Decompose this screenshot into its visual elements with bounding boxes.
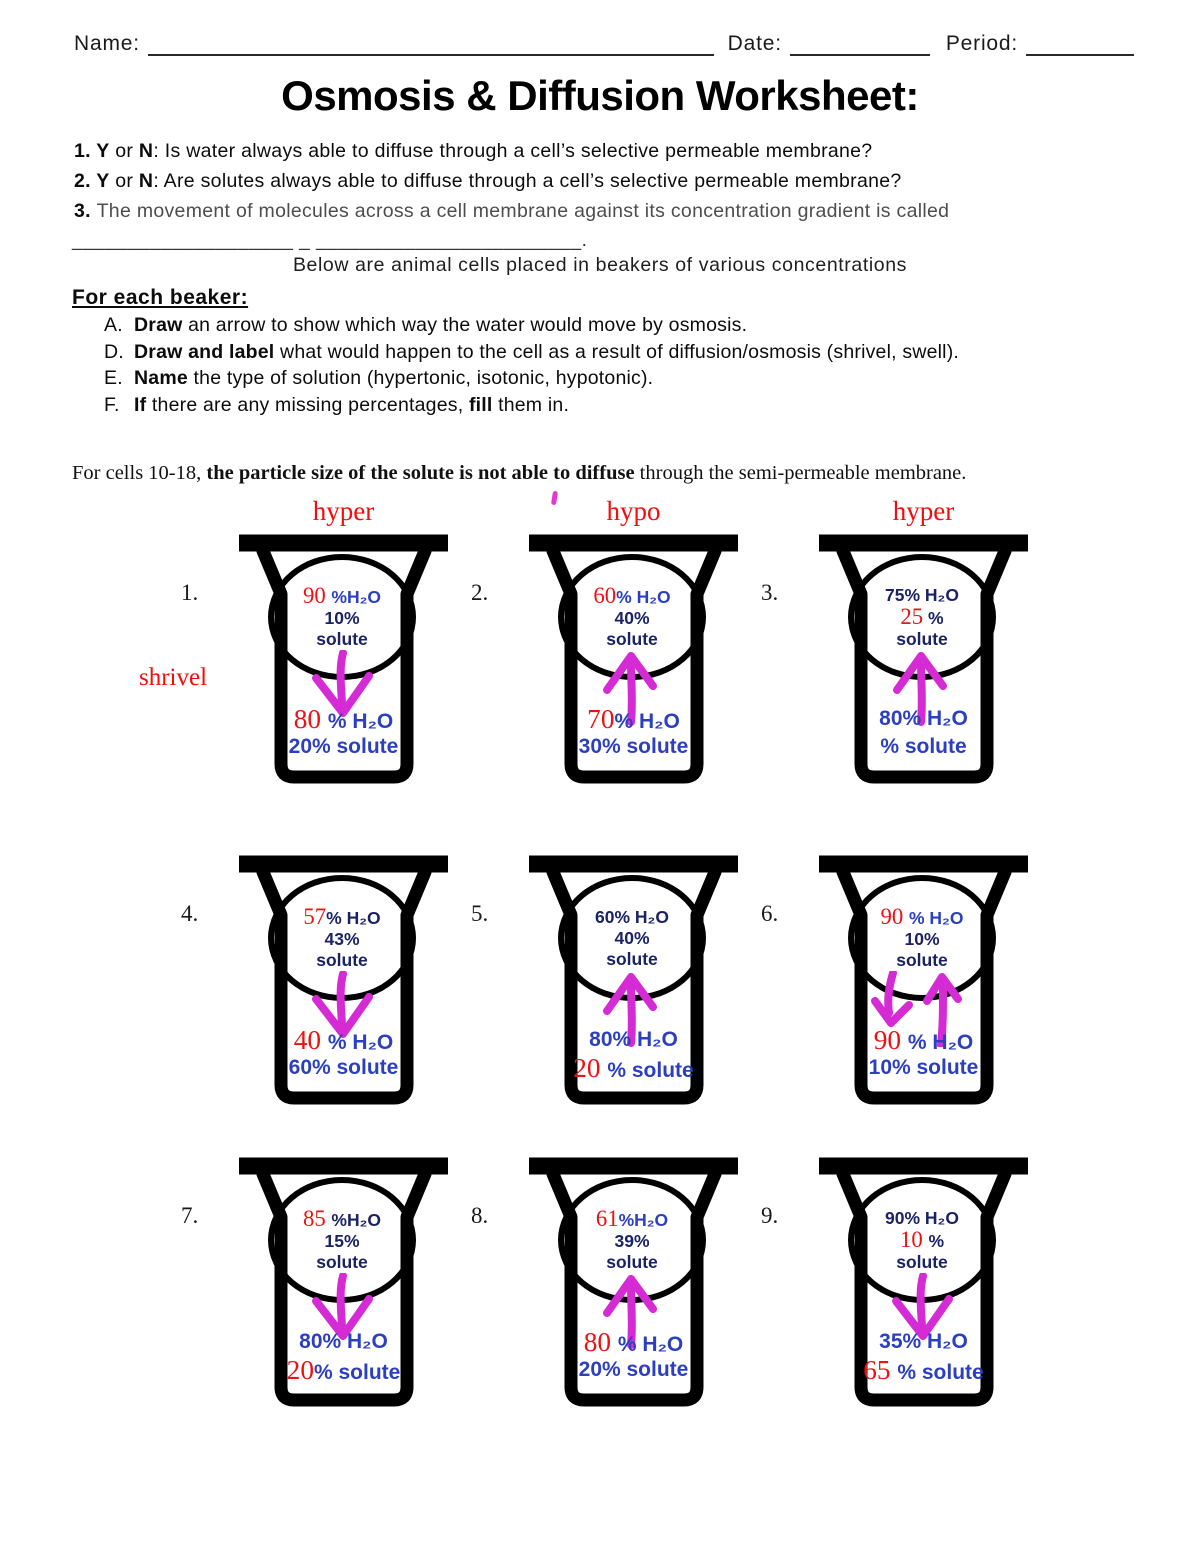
beaker: [761, 855, 1030, 1110]
intro-text: Below are animal cells placed in beakers of various concentrations: [292, 254, 908, 276]
text-segment: 80: [293, 704, 328, 734]
cell-line: [896, 1252, 948, 1273]
beaker-number: 8.: [471, 1203, 489, 1228]
cell-line: [900, 603, 944, 629]
text-segment: 1. Y: [74, 140, 110, 162]
text-segment: 39%: [614, 1230, 650, 1251]
text-segment: what would happen to the cell as a result of diffusion/osmosis (shrivel, swell).: [274, 340, 960, 363]
text-segment: Draw and label: [134, 340, 275, 363]
text-segment: 80% H₂O: [299, 1330, 388, 1353]
text-segment: % H₂O: [616, 586, 671, 607]
instruction-item-f: [104, 392, 1200, 419]
beaker-number: 4.: [181, 901, 199, 926]
text-segment: the type of solution (hypertonic, isotonic, hypotonic).: [187, 367, 654, 389]
date-blank-line: [790, 30, 930, 56]
item-letter: F.: [104, 393, 120, 416]
text-segment: 80% H₂O: [589, 1028, 678, 1051]
text-segment: 85: [302, 1205, 332, 1231]
text-segment: 10: [900, 1226, 929, 1252]
cell-line: [900, 1226, 944, 1252]
text-segment: solute: [316, 628, 368, 649]
text-segment: solute: [896, 949, 948, 970]
cell-line: [302, 582, 382, 608]
text-segment: 75% H₂O: [885, 584, 959, 605]
cell-line: [324, 1231, 359, 1252]
text-segment: solute: [316, 1251, 368, 1272]
tonicity-label: hyper: [312, 496, 375, 526]
cells-10-18-note: [72, 462, 1200, 485]
beaker: [471, 1157, 740, 1412]
text-segment: 90: [302, 582, 332, 608]
solution-line: [237, 1027, 450, 1056]
text-segment: them in.: [492, 393, 570, 416]
cell-line: [316, 1252, 368, 1273]
text-segment: : Is water always able to diffuse through a cell’s selective permeable membrane?: [153, 140, 873, 162]
cell-line: [606, 1252, 658, 1273]
name-blank-line: [148, 30, 714, 56]
solution-line: [817, 1027, 1030, 1056]
text-segment: % H₂O: [327, 1031, 394, 1054]
cell-line: [614, 928, 649, 949]
cell-change-label: shrivel: [139, 664, 208, 691]
cell-line: [595, 907, 669, 928]
solution-line: [527, 1055, 740, 1084]
text-segment: 20: [573, 1053, 608, 1083]
cell-line: [885, 585, 959, 606]
text-segment: 20% solute: [288, 735, 399, 758]
beaker-number: 7.: [181, 1203, 199, 1228]
text-segment: through the semi-permeable membrane.: [634, 462, 967, 484]
text-segment: Name: [134, 367, 188, 389]
cell-line: [904, 929, 939, 950]
cell-line: [302, 1205, 382, 1231]
date-label: Date:: [727, 32, 782, 55]
period-label: Period:: [945, 32, 1018, 55]
text-segment: solute: [316, 949, 368, 970]
solution-line: [237, 1329, 450, 1355]
beaker: [761, 1157, 1030, 1412]
item-letter: A.: [104, 314, 123, 336]
text-segment: %: [923, 607, 944, 628]
text-segment: % H₂O: [907, 1031, 974, 1054]
solution-line: [817, 1357, 1030, 1386]
cell-line: [896, 629, 948, 650]
solution-line: [237, 1357, 450, 1386]
text-segment: For cells 10-18,: [72, 462, 207, 484]
text-segment: 61: [595, 1205, 619, 1231]
solution-line: [527, 706, 740, 735]
text-segment: 65: [863, 1355, 898, 1385]
solution-line: [527, 1357, 740, 1383]
text-segment: % solute: [313, 1361, 401, 1384]
cell-line: [896, 950, 948, 971]
cell-line: [614, 608, 649, 629]
beaker-number: 2.: [471, 580, 489, 605]
beaker: [181, 855, 450, 1110]
solution-line: [817, 706, 1030, 732]
solution-line: [237, 734, 450, 760]
header: [0, 0, 1200, 56]
cell-line: [606, 629, 658, 650]
for-each-beaker-heading: For each beaker:: [72, 286, 249, 309]
text-segment: % solute: [607, 1059, 694, 1082]
instruction-item-d: [104, 339, 1200, 366]
text-segment: N: [138, 140, 154, 162]
text-segment: 20: [286, 1355, 314, 1385]
text-segment: 10%: [324, 607, 360, 628]
cell-line: [303, 903, 381, 929]
text-segment: 80% H₂O: [879, 707, 968, 730]
text-segment: 90: [873, 1025, 908, 1055]
answer-blank-line: ____________________ _ ________________________.: [72, 230, 588, 251]
text-segment: If: [134, 393, 147, 416]
cell-line: [885, 1208, 959, 1229]
solution-line: [527, 1027, 740, 1053]
text-segment: solute: [606, 948, 658, 969]
text-segment: solute: [896, 1251, 948, 1272]
solution-line: [817, 1329, 1030, 1355]
text-segment: 20% solute: [578, 1358, 689, 1381]
questions: [74, 136, 1200, 226]
text-segment: % solute: [880, 735, 967, 758]
cell-line: [614, 1231, 649, 1252]
solution-line: [237, 1055, 450, 1081]
text-segment: 25: [900, 603, 924, 629]
text-segment: % H₂O: [908, 907, 964, 928]
cell-line: [593, 582, 671, 608]
text-segment: solute: [606, 628, 658, 649]
text-segment: 2. Y: [74, 170, 110, 192]
text-segment: Draw: [134, 314, 183, 336]
beaker-number: 9.: [761, 1203, 779, 1228]
cell-line: [595, 1205, 669, 1231]
item-text: [134, 339, 959, 366]
cell-line: [880, 903, 964, 929]
text-segment: % H₂O: [617, 1333, 684, 1356]
text-segment: 3.: [74, 200, 97, 222]
beaker-diagram: [0, 487, 1200, 1550]
question-1: [74, 136, 1200, 166]
beaker-number: 6.: [761, 901, 779, 926]
text-segment: % H₂O: [614, 710, 680, 733]
solution-line: [817, 1055, 1030, 1081]
beaker: [139, 496, 450, 789]
text-segment: % H₂O: [327, 710, 394, 733]
text-segment: 40%: [614, 927, 650, 948]
text-segment: 80: [583, 1327, 618, 1357]
text-segment: 40%: [614, 607, 650, 628]
beaker-number: 5.: [471, 901, 489, 926]
instruction-item-e: [104, 365, 1200, 392]
text-segment: the particle size of the solute is not able to diffuse: [206, 462, 635, 484]
tonicity-label: hypo: [606, 496, 661, 526]
beaker: [471, 855, 740, 1110]
page-title: Osmosis & Diffusion Worksheet:: [281, 72, 919, 119]
cell-line: [316, 950, 368, 971]
beaker: [471, 496, 740, 789]
text-segment: % solute: [897, 1361, 984, 1384]
cell-line: [324, 608, 359, 629]
question-3: [74, 196, 1200, 226]
text-segment: there are any missing percentages,: [146, 393, 469, 416]
item-text: [134, 392, 569, 419]
text-segment: %H₂O: [331, 586, 382, 607]
text-segment: an arrow to show which way the water would move by osmosis.: [182, 314, 748, 336]
text-segment: 60% solute: [288, 1056, 399, 1079]
text-segment: 43%: [324, 928, 360, 949]
cell-line: [316, 629, 368, 650]
text-segment: %H₂O: [331, 1209, 382, 1230]
beaker-number: 1.: [181, 580, 199, 605]
item-letter: D.: [104, 340, 124, 363]
item-letter: E.: [104, 367, 123, 389]
cell-line: [324, 929, 359, 950]
text-segment: or: [109, 170, 139, 192]
solution-line: [527, 734, 740, 760]
text-segment: %H₂O: [618, 1209, 669, 1230]
text-segment: 70: [587, 704, 615, 734]
solution-line: [817, 734, 1030, 760]
item-text: [134, 365, 653, 392]
period-blank-line: [1026, 30, 1134, 56]
text-segment: 57: [303, 903, 327, 929]
text-segment: or: [109, 140, 139, 162]
beaker: [761, 496, 1030, 789]
instruction-item-a: [104, 312, 1200, 339]
text-segment: solute: [606, 1251, 658, 1272]
text-segment: 10%: [904, 928, 940, 949]
text-segment: 90: [880, 903, 909, 929]
text-segment: %: [928, 1230, 944, 1251]
text-segment: % H₂O: [326, 907, 381, 928]
text-segment: 35% H₂O: [879, 1330, 968, 1353]
solution-line: [527, 1329, 740, 1358]
question-2: [74, 166, 1200, 196]
text-segment: 30% solute: [578, 735, 689, 758]
solution-line: [237, 706, 450, 735]
text-segment: 60% H₂O: [595, 906, 669, 927]
text-segment: The movement of molecules across a cell membrane against its concentration gradient is called: [96, 200, 950, 222]
item-text: [134, 312, 747, 339]
beaker-number: 3.: [761, 580, 779, 605]
text-segment: 60: [593, 582, 617, 608]
text-segment: 15%: [324, 1230, 360, 1251]
cell-line: [606, 949, 658, 970]
text-segment: N: [138, 170, 154, 192]
text-segment: 40: [293, 1025, 328, 1055]
tonicity-label: hyper: [892, 496, 955, 526]
text-segment: 90% H₂O: [885, 1207, 959, 1228]
text-segment: 10% solute: [868, 1056, 979, 1079]
text-segment: solute: [896, 628, 948, 649]
text-segment: fill: [468, 393, 493, 416]
name-label: Name:: [74, 32, 140, 55]
beaker: [181, 1157, 450, 1412]
text-segment: : Are solutes always able to diffuse through a cell’s selective permeable membrane?: [153, 170, 902, 192]
